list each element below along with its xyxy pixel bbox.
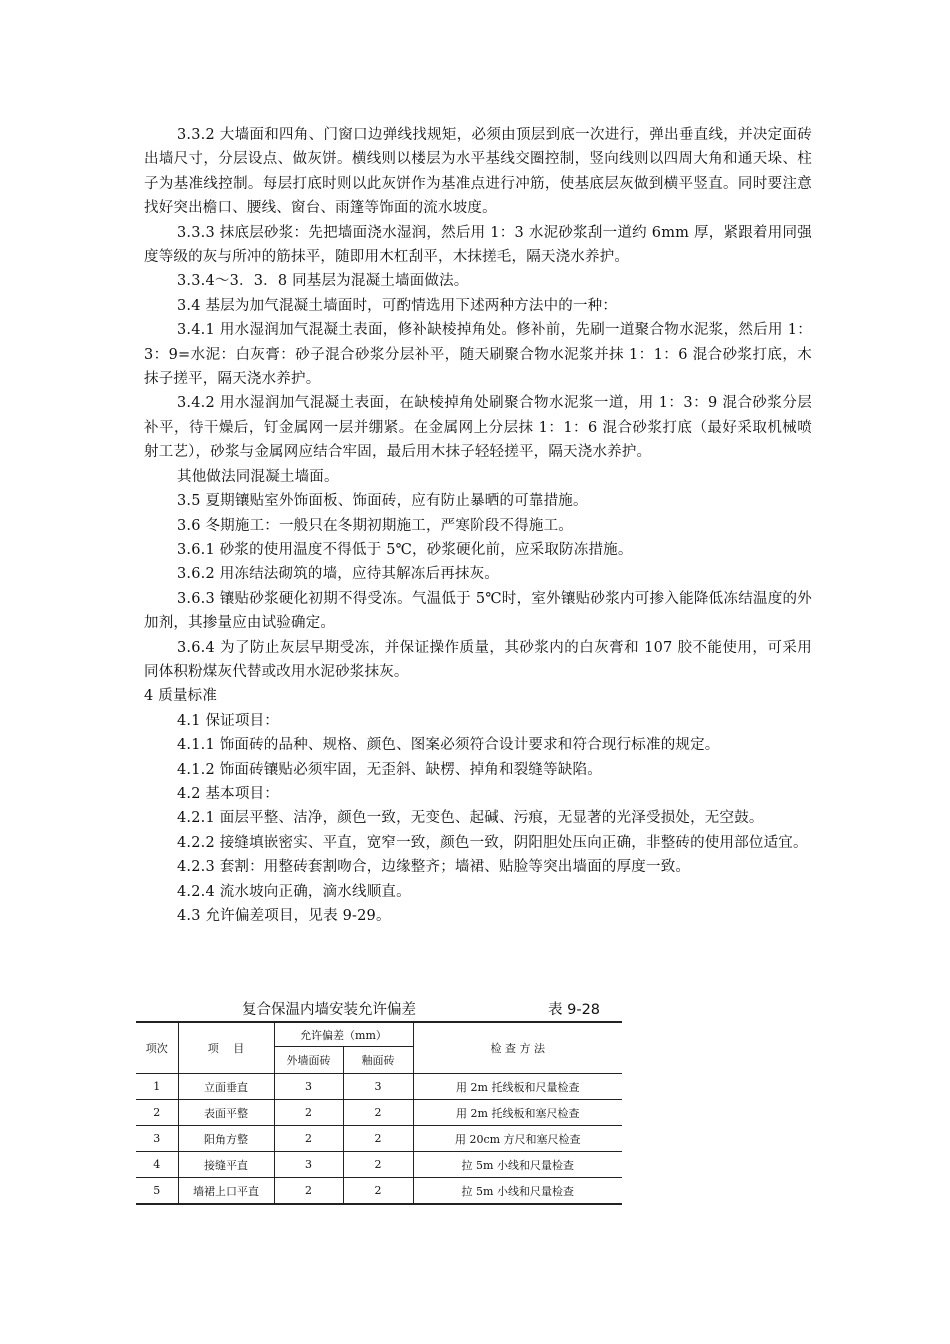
paragraph: 3.6.1 砂浆的使用温度不得低于 5℃，砂浆硬化前，应采取防冻措施。 (177, 541, 633, 558)
paragraph: 3.4.2 用水湿润加气混凝土表面，在缺棱掉角处刷聚合物水泥浆一道，用 1：3：9 混合砂浆分层补平，待干燥后，钉金属网一层并绷紧。在金属网上分层抹 1：1：6 混合砂浆打底（最好采取机械喷射工艺），砂浆与金属网应结合牢固，最后用木抹子轻轻搓平，隔天浇水养护。 (144, 395, 812, 461)
cell-method: 拉 5m 小线和尺量检查 (413, 1152, 622, 1178)
header-allowance: 允许偏差（mm） (274, 1022, 413, 1047)
header-index: 项次 (136, 1022, 178, 1074)
paragraph: 4.2.3 套割：用整砖套割吻合，边缘整齐；墙裙、贴脸等突出墙面的厚度一致。 (177, 859, 691, 876)
paragraph: 3.6.2 用冻结法砌筑的墙，应待其解冻后再抹灰。 (177, 566, 500, 583)
cell-item: 接缝平直 (178, 1152, 274, 1178)
paragraph: 4.2 基本项目： (177, 785, 279, 802)
cell-outer: 3 (274, 1152, 343, 1178)
cell-glazed: 2 (343, 1178, 413, 1205)
deviation-table (136, 1021, 622, 1205)
cell-glazed: 3 (343, 1074, 413, 1100)
paragraph: 4.3 允许偏差项目，见表 9-29。 (177, 908, 391, 924)
paragraph: 4.2.2 接缝填嵌密实、平直，宽窄一致，颜色一致，阴阳胆处压向正确，非整砖的使用部位适宜。 (177, 834, 808, 851)
paragraph: 3.6.3 镶贴砂浆硬化初期不得受冻。气温低于 5℃时，室外镶贴砂浆内可掺入能降低冻结温度的外加剂，其掺量应由试验确定。 (144, 590, 812, 632)
paragraph: 4.1.2 饰面砖镶贴必须牢固，无歪斜、缺楞、掉角和裂缝等缺陷。 (177, 761, 602, 778)
table-number: 表 9-28 (548, 1002, 601, 1018)
table-row (136, 1178, 622, 1205)
cell-item: 墙裙上口平直 (178, 1178, 274, 1205)
cell-method: 拉 5m 小线和尺量检查 (413, 1178, 622, 1205)
paragraph: 其他做法同混凝土墙面。 (177, 468, 339, 485)
paragraph: 3.5 夏期镶贴室外饰面板、饰面砖，应有防止暴晒的可靠措施。 (177, 493, 588, 510)
cell-item: 表面平整 (178, 1100, 274, 1126)
paragraph: 4.2.1 面层平整、洁净，颜色一致，无变色、起碱、污痕，无显著的光泽受损处，无空鼓。 (177, 810, 764, 827)
header-method: 检 查 方 法 (413, 1022, 622, 1074)
paragraph: 3.3.4～3．3．8 同基层为混凝土墙面做法。 (177, 273, 469, 290)
table-title: 复合保温内墙安装允许偏差 (242, 1002, 416, 1018)
cell-item: 阳角方整 (178, 1126, 274, 1152)
paragraph: 4.1 保证项目： (177, 712, 279, 729)
paragraph: 4.1.1 饰面砖的品种、规格、颜色、图案必须符合设计要求和符合现行标准的规定。 (177, 737, 720, 754)
paragraph: 3.6 冬期施工：一般只在冬期初期施工，严寒阶段不得施工。 (177, 517, 573, 534)
header-item: 项 目 (178, 1022, 274, 1074)
paragraph: 3.4 基层为加气混凝土墙面时，可酌情选用下述两种方法中的一种： (177, 297, 618, 314)
cell-no: 1 (136, 1074, 178, 1100)
paragraph: 3.4.1 用水湿润加气混凝土表面，修补缺棱掉角处。修补前，先刷一道聚合物水泥浆，然后用 1：3：9=水泥：白灰膏：砂子混合砂浆分层补平，随天刷聚合物水泥浆并抹 1：1：6 混合砂浆打底，木抹子搓平，隔天浇水养护。 (144, 322, 812, 388)
table-row (136, 1100, 622, 1126)
cell-glazed: 2 (343, 1126, 413, 1152)
cell-no: 4 (136, 1152, 178, 1178)
cell-outer: 2 (274, 1126, 343, 1152)
cell-item: 立面垂直 (178, 1074, 274, 1100)
header-glazed-tile: 釉面砖 (343, 1047, 413, 1074)
paragraph: 3.3.2 大墙面和四角、门窗口边弹线找规矩，必须由顶层到底一次进行，弹出垂直线，并决定面砖出墙尺寸，分层设点、做灰饼。横线则以楼层为水平基线交圈控制，竖向线则以四周大角和通天垛、柱子为基准线控制。每层打底时则以此灰饼作为基准点进行冲筋，使基底层灰做到横平竖直。同时要注意找好突出檐口、腰线、窗台、雨篷等饰面的流水坡度。 (144, 127, 812, 217)
cell-no: 5 (136, 1178, 178, 1205)
paragraph: 3.3.3 抹底层砂浆：先把墙面浇水湿润，然后用 1：3 水泥砂浆刮一道约 6mm 厚，紧跟着用同强度等级的灰与所冲的筋抹平，随即用木杠刮平，木抹搓毛，隔天浇水养护。 (144, 224, 812, 266)
cell-glazed: 2 (343, 1100, 413, 1126)
table-header-row (136, 1022, 622, 1047)
table-row (136, 1074, 622, 1100)
paragraph: 3.6.4 为了防止灰层早期受冻，并保证操作质量，其砂浆内的白灰膏和 107 胶不能使用，可采用同体积粉煤灰代替或改用水泥砂浆抹灰。 (144, 639, 812, 680)
cell-outer: 2 (274, 1100, 343, 1126)
paragraph: 4.2.4 流水坡向正确，滴水线顺直。 (177, 883, 411, 900)
body-text (144, 123, 812, 928)
header-outer-tile: 外墙面砖 (274, 1047, 343, 1074)
cell-outer: 2 (274, 1178, 343, 1205)
table-row (136, 1126, 622, 1152)
cell-no: 3 (136, 1126, 178, 1152)
cell-glazed: 2 (343, 1152, 413, 1178)
cell-no: 2 (136, 1100, 178, 1126)
table-row (136, 1152, 622, 1178)
cell-outer: 3 (274, 1074, 343, 1100)
cell-method: 用 20cm 方尺和塞尺检查 (413, 1126, 622, 1152)
cell-method: 用 2m 托线板和塞尺检查 (413, 1100, 622, 1126)
table-caption (136, 998, 622, 1020)
cell-method: 用 2m 托线板和尺量检查 (413, 1074, 622, 1100)
paragraph: 4 质量标准 (144, 688, 218, 705)
